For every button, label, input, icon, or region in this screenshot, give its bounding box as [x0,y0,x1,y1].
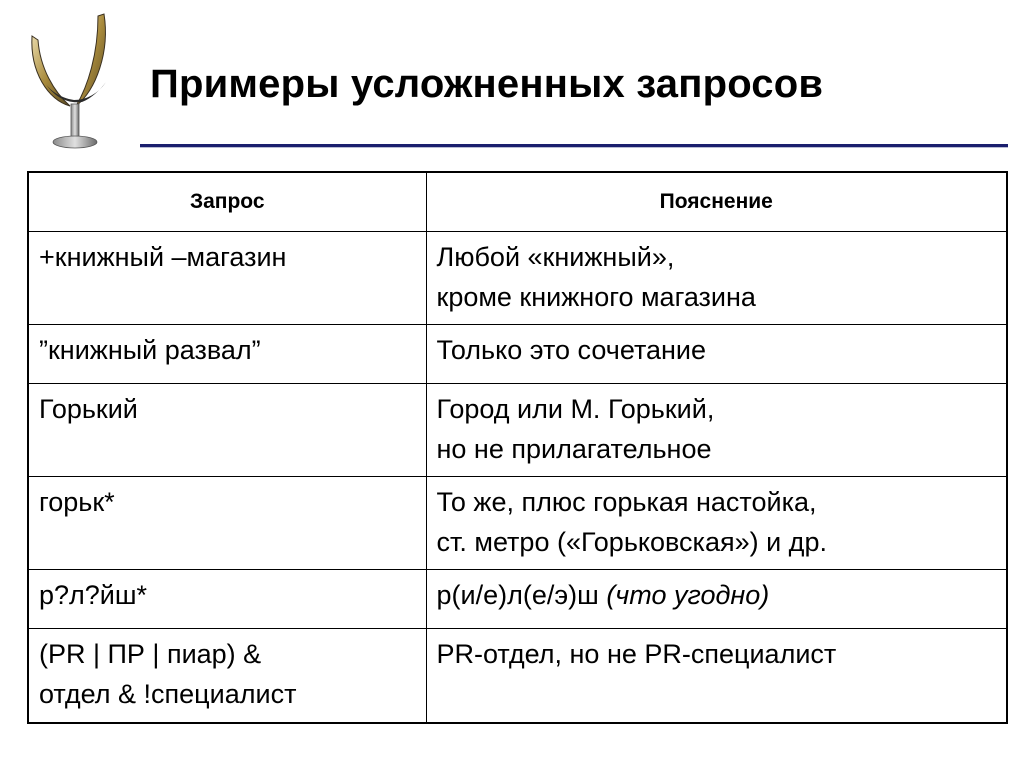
explanation-cell [426,231,1007,324]
table-row [28,476,1007,569]
explanation-line [437,575,997,615]
explanation-text: р(и/е)л(е/э)ш [436,579,599,610]
query-cell [28,476,426,569]
table-header-row [28,172,1007,231]
explanation-cell [426,569,1007,628]
query-text: (PR | ПР | пиар) & [39,638,262,669]
table-row [28,231,1007,324]
explanation-text: но не прилагательное [436,433,712,464]
explanation-italic-note: (что угодно) [606,579,770,610]
explanation-cell [426,324,1007,383]
table-row [28,383,1007,476]
query-cell [28,231,426,324]
title-underline-shadow [140,147,1008,148]
query-text: отдел & !специалист [39,678,297,709]
table-row [28,324,1007,383]
table-row [28,569,1007,628]
query-cell [28,628,426,723]
query-cell [28,324,426,383]
explanation-cell [426,628,1007,723]
explanation-text: PR-отдел, но не PR-специалист [436,638,837,669]
query-text: р?л?йш* [39,579,148,610]
column-header-explanation: Пояснение [426,172,1007,231]
query-text: горьк* [39,486,115,517]
explanation-text: кроме книжного магазина [436,281,756,312]
explanation-text: Любой «книжный», [436,241,675,272]
explanation-text: Город или М. Горький, [436,393,715,424]
explanation-text: ст. метро («Горьковская») и др. [436,526,827,557]
query-text: +книжный –магазин [39,241,287,272]
slide-title: Примеры усложненных запросов [150,62,824,106]
table-row [28,628,1007,723]
query-examples-table [27,171,1008,724]
query-cell [28,569,426,628]
query-text: Горький [39,393,138,424]
explanation-cell [426,383,1007,476]
query-cell [28,383,426,476]
query-text: ”книжный развал” [39,334,261,365]
explanation-cell [426,476,1007,569]
goblet-logo-icon [26,12,126,152]
explanation-text: Только это сочетание [436,334,707,365]
column-header-query: Запрос [28,172,426,231]
explanation-text: То же, плюс горькая настойка, [436,486,817,517]
